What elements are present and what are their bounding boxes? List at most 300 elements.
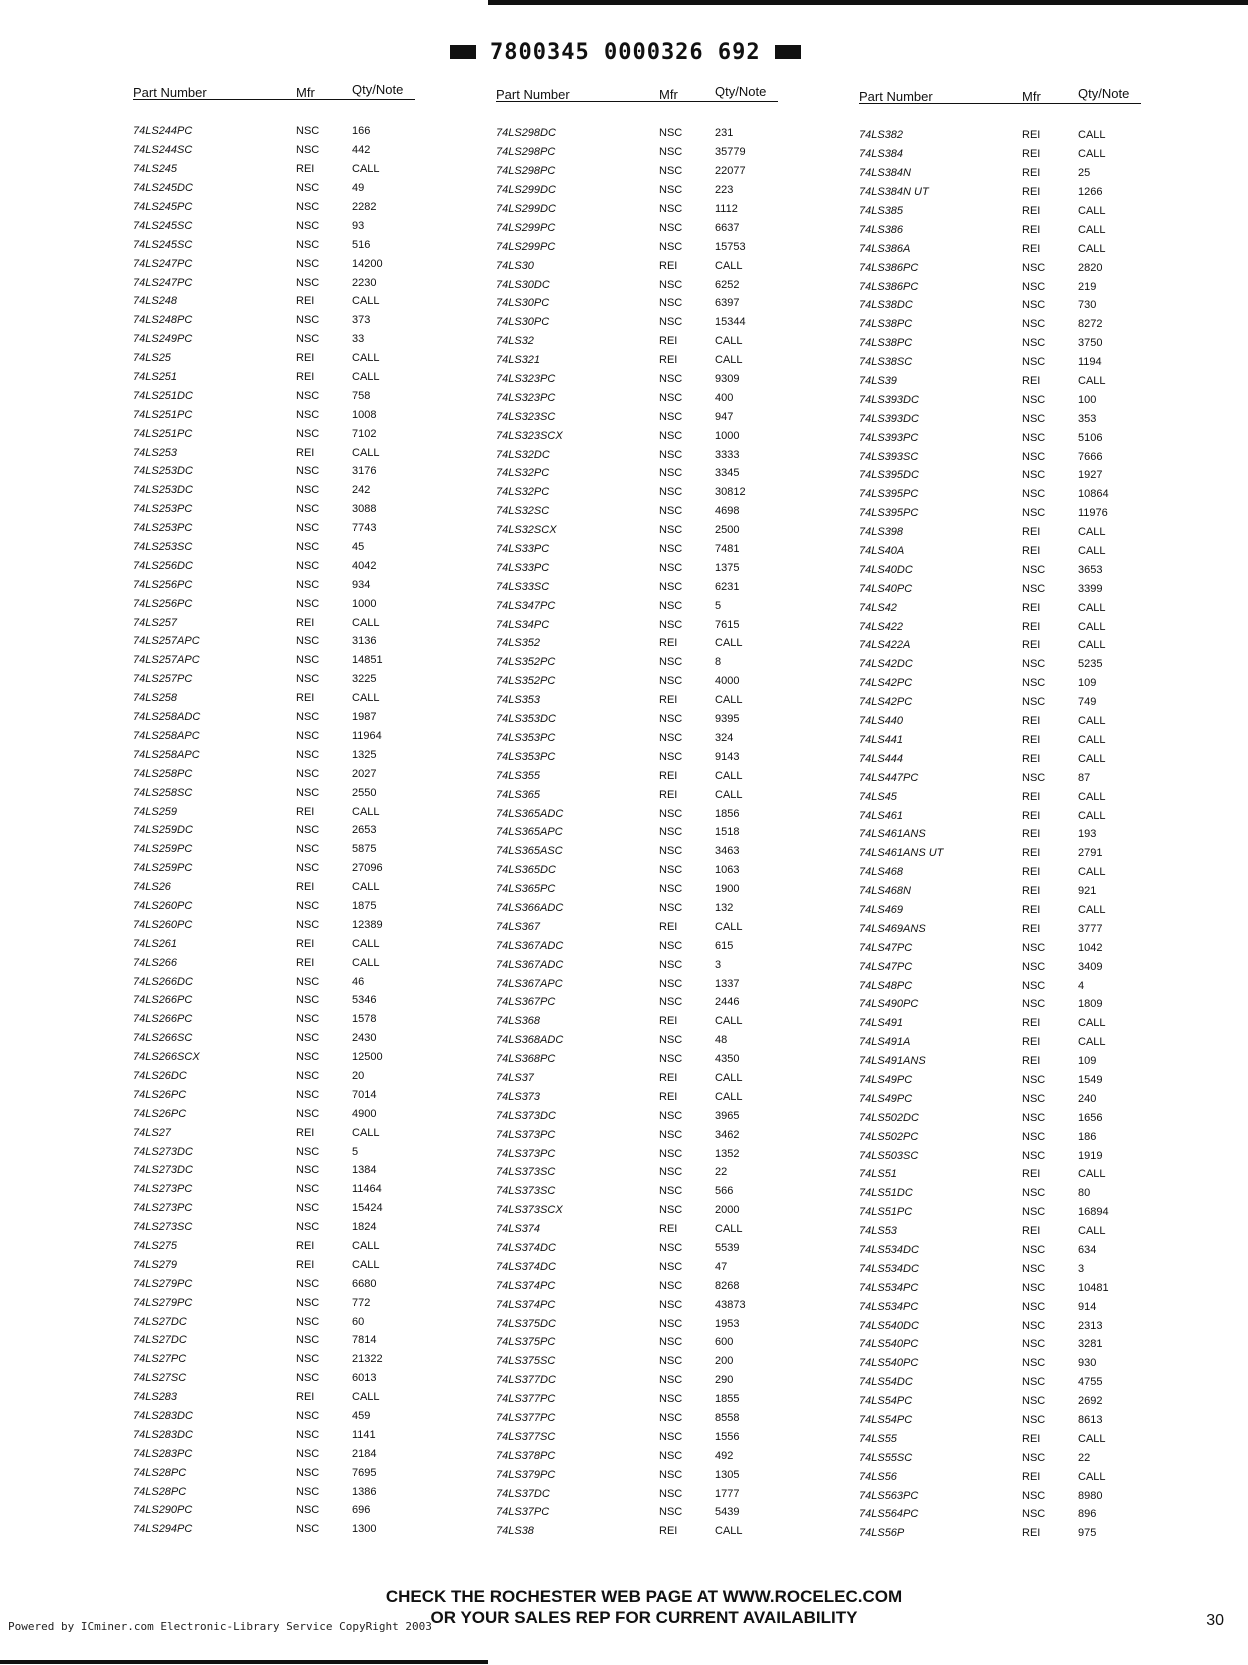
qty-cell: 12389	[352, 918, 383, 931]
part-number-cell: 74LS398	[859, 526, 904, 539]
part-number-cell: 74LS257APC	[133, 654, 200, 667]
table-row	[859, 1411, 1219, 1430]
part-number-cell: 74LS563PC	[859, 1489, 919, 1502]
qty-cell: 6013	[352, 1372, 377, 1385]
table-row	[859, 957, 1219, 976]
qty-cell: 3462	[715, 1128, 740, 1141]
qty-cell: CALL	[1078, 601, 1106, 614]
table-row	[859, 258, 1219, 277]
table-row	[859, 1089, 1219, 1108]
mfr-cell: NSC	[1022, 1395, 1046, 1408]
part-number-cell: 74LS377PC	[496, 1412, 556, 1424]
part-number-cell: 74LS374PC	[496, 1298, 556, 1311]
qty-cell: CALL	[1078, 148, 1106, 161]
part-number-cell: 74LS299PC	[496, 240, 556, 253]
mfr-cell: NSC	[659, 1279, 683, 1292]
mfr-cell: REI	[1022, 1036, 1041, 1049]
qty-cell: 109	[1078, 677, 1097, 690]
table-row	[133, 783, 493, 802]
mfr-cell: NSC	[296, 786, 320, 799]
mfr-cell: NSC	[659, 297, 683, 310]
qty-cell: 2791	[1078, 847, 1103, 860]
part-number-cell: 74LS273DC	[133, 1145, 193, 1158]
part-number-cell: 74LS353DC	[496, 713, 556, 726]
qty-cell: CALL	[1078, 205, 1106, 217]
table-row	[496, 804, 856, 823]
part-number-cell: 74LS30PC	[496, 316, 550, 329]
mfr-cell: REI	[1022, 903, 1041, 916]
table-row	[496, 1295, 856, 1314]
table-row	[859, 768, 1219, 787]
qty-cell: 109	[1078, 1055, 1097, 1068]
part-number-cell: 74LS373SC	[496, 1185, 556, 1198]
table-row	[496, 1144, 856, 1163]
part-number-cell: 74LS249PC	[133, 333, 193, 346]
mfr-cell: REI	[1022, 242, 1041, 255]
part-number-cell: 74LS259	[133, 805, 178, 818]
mfr-cell: NSC	[1022, 1187, 1046, 1200]
mfr-cell: NSC	[296, 711, 320, 724]
table-row	[133, 556, 493, 575]
qty-cell: 2184	[352, 1447, 377, 1460]
part-number-cell: 74LS323PC	[496, 391, 556, 404]
qty-cell: CALL	[1078, 866, 1106, 879]
mfr-cell: NSC	[659, 599, 683, 612]
part-number-cell: 74LS42PC	[859, 696, 913, 709]
part-number-cell: 74LS266PC	[133, 994, 193, 1007]
mfr-cell: REI	[1022, 205, 1041, 217]
qty-cell: 8980	[1078, 1489, 1103, 1502]
part-number-cell: 74LS422	[859, 620, 904, 633]
part-number-cell: 74LS375DC	[496, 1317, 556, 1330]
qty-cell: 459	[352, 1410, 371, 1422]
table-row	[133, 1388, 493, 1407]
part-number-cell: 74LS27SC	[133, 1372, 187, 1385]
parts-rows	[133, 122, 493, 1539]
mfr-cell: NSC	[659, 543, 683, 556]
table-row	[859, 1052, 1219, 1071]
table-row	[133, 1407, 493, 1426]
table-row	[859, 164, 1219, 183]
table-row	[496, 1182, 856, 1201]
qty-cell: 49	[352, 182, 365, 195]
table-row	[496, 974, 856, 993]
qty-cell: 2446	[715, 996, 740, 1009]
mfr-cell: NSC	[1022, 1376, 1046, 1389]
part-number-cell: 74LS30PC	[496, 297, 550, 310]
part-number-cell: 74LS373DC	[496, 1109, 556, 1122]
part-number-cell: 74LS34PC	[496, 618, 550, 631]
part-number-cell: 74LS503SC	[859, 1149, 919, 1162]
part-number-cell: 74LS386PC	[859, 261, 919, 274]
mfr-cell: REI	[1022, 601, 1041, 614]
qty-cell: 5439	[715, 1506, 740, 1519]
qty-cell: CALL	[352, 446, 380, 459]
table-row	[859, 334, 1219, 353]
table-row	[859, 202, 1219, 221]
table-row	[133, 840, 493, 859]
table-row	[496, 1106, 856, 1125]
table-row	[496, 181, 856, 200]
mfr-cell: NSC	[659, 1468, 683, 1481]
mfr-cell: REI	[1022, 148, 1041, 161]
part-number-cell: 74LS54PC	[859, 1395, 913, 1408]
table-row	[133, 462, 493, 481]
mfr-cell: NSC	[1022, 582, 1046, 595]
table-row	[859, 1071, 1219, 1090]
mfr-cell: REI	[1022, 375, 1041, 388]
part-number-cell: 74LS347PC	[496, 599, 556, 612]
part-number-cell: 74LS393DC	[859, 393, 919, 406]
qty-cell: 5346	[352, 994, 377, 1007]
mfr-cell: NSC	[296, 899, 320, 912]
qty-cell: CALL	[1078, 809, 1106, 822]
table-row	[133, 519, 493, 538]
part-number-cell: 74LS37DC	[496, 1487, 550, 1500]
qty-cell: 22	[715, 1166, 728, 1179]
part-number-cell: 74LS45	[859, 790, 897, 803]
mfr-cell: NSC	[1022, 998, 1046, 1011]
table-row	[133, 1331, 493, 1350]
qty-cell: 21322	[352, 1353, 383, 1366]
mfr-cell: NSC	[1022, 1319, 1046, 1332]
table-row	[133, 405, 493, 424]
mfr-cell: REI	[296, 446, 315, 459]
qty-cell: 696	[352, 1504, 371, 1517]
mfr-cell: NSC	[1022, 261, 1046, 274]
mfr-cell: NSC	[659, 429, 683, 442]
table-row	[133, 1142, 493, 1161]
qty-cell: 1325	[352, 748, 377, 761]
qty-cell: CALL	[1078, 733, 1106, 746]
mfr-cell: NSC	[296, 1353, 320, 1366]
table-row	[859, 844, 1219, 863]
table-row	[133, 632, 493, 651]
mfr-cell: NSC	[1022, 563, 1046, 576]
mfr-cell: NSC	[659, 1374, 683, 1387]
mfr-cell: NSC	[296, 1277, 320, 1290]
qty-cell: 8	[715, 656, 722, 669]
part-number-cell: 74LS440	[859, 715, 904, 728]
mfr-cell: NSC	[296, 673, 320, 686]
qty-header: Qty/Note	[352, 82, 412, 100]
qty-cell: CALL	[352, 352, 380, 365]
qty-cell: 6397	[715, 297, 740, 310]
mfr-cell: NSC	[1022, 1111, 1046, 1124]
part-number-cell: 74LS373SCX	[496, 1204, 563, 1217]
qty-cell: 1987	[352, 711, 377, 724]
part-number-cell: 74LS375PC	[496, 1336, 556, 1349]
part-number-cell: 74LS33PC	[496, 543, 550, 556]
mfr-cell: NSC	[296, 1107, 320, 1120]
table-row	[496, 445, 856, 464]
qty-cell: CALL	[1078, 526, 1106, 539]
table-row	[496, 426, 856, 445]
part-number-cell: 74LS368PC	[496, 1053, 556, 1066]
qty-cell: CALL	[1078, 242, 1106, 255]
mfr-cell: REI	[1022, 639, 1041, 652]
qty-cell: 2230	[352, 276, 377, 289]
table-row	[133, 538, 493, 557]
table-row	[133, 1255, 493, 1274]
part-number-cell: 74LS258ADC	[133, 711, 201, 724]
part-number-cell: 74LS386	[859, 223, 904, 236]
table-row	[133, 764, 493, 783]
table-row	[859, 220, 1219, 239]
qty-cell: 492	[715, 1449, 734, 1462]
table-row	[496, 1239, 856, 1258]
page-number: 30	[1206, 1612, 1224, 1629]
mfr-cell: NSC	[1022, 1414, 1046, 1426]
qty-cell: CALL	[1078, 545, 1106, 558]
table-row	[496, 143, 856, 162]
mfr-cell: REI	[296, 1391, 315, 1404]
part-number-cell: 74LS491ANS	[859, 1055, 926, 1068]
part-number-cell: 74LS384N UT	[859, 186, 929, 199]
part-number-cell: 74LS259DC	[133, 824, 193, 837]
table-row	[859, 1241, 1219, 1260]
mfr-cell: NSC	[659, 1053, 683, 1066]
mfr-cell: NSC	[659, 864, 683, 877]
mfr-cell: NSC	[659, 240, 683, 253]
table-row	[859, 1486, 1219, 1505]
qty-cell: 11964	[352, 729, 382, 742]
table-row	[859, 1014, 1219, 1033]
qty-cell: 186	[1078, 1130, 1097, 1143]
part-number-cell: 74LS323SC	[496, 410, 556, 423]
part-number-cell: 74LS56	[859, 1470, 897, 1483]
table-row	[133, 160, 493, 179]
table-row	[496, 237, 856, 256]
qty-cell: CALL	[1078, 375, 1106, 388]
qty-cell: 11976	[1078, 507, 1108, 520]
part-number-cell: 74LS26DC	[133, 1069, 187, 1082]
table-row	[133, 934, 493, 953]
qty-cell: 4755	[1078, 1376, 1103, 1389]
mfr-cell: NSC	[296, 824, 320, 837]
qty-cell: 2282	[352, 201, 377, 213]
mfr-cell: NSC	[1022, 337, 1046, 350]
table-row	[133, 1161, 493, 1180]
mfr-cell: REI	[1022, 733, 1041, 746]
qty-cell: CALL	[352, 1391, 380, 1404]
part-number-cell: 74LS468	[859, 866, 904, 879]
part-number-cell: 74LS352	[496, 637, 541, 650]
part-number-cell: 74LS384N	[859, 167, 911, 180]
part-number-cell: 74LS33PC	[496, 561, 550, 574]
table-row	[496, 1050, 856, 1069]
qty-cell: 2000	[715, 1204, 740, 1217]
qty-cell: 730	[1078, 299, 1097, 312]
mfr-cell: REI	[1022, 1527, 1041, 1540]
table-row	[496, 653, 856, 672]
mfr-cell: NSC	[659, 184, 683, 197]
qty-cell: 1875	[352, 899, 377, 912]
mfr-cell: REI	[296, 1126, 315, 1139]
qty-cell: 15424	[352, 1202, 383, 1215]
table-row	[496, 218, 856, 237]
mfr-cell: NSC	[1022, 1451, 1046, 1464]
qty-cell: 947	[715, 410, 734, 423]
mfr-cell: NSC	[296, 1145, 320, 1158]
qty-cell: CALL	[352, 881, 380, 894]
table-row	[133, 1010, 493, 1029]
part-number-cell: 74LS38DC	[859, 299, 913, 312]
part-number-cell: 74LS257APC	[133, 635, 200, 648]
qty-cell: 100	[1078, 393, 1097, 406]
qty-cell: 30812	[715, 486, 746, 499]
table-row	[859, 731, 1219, 750]
qty-cell: CALL	[352, 1258, 380, 1271]
part-number-cell: 74LS373PC	[496, 1128, 556, 1141]
qty-cell: 1578	[352, 1013, 377, 1026]
qty-cell: 242	[352, 484, 371, 497]
part-number-cell: 74LS253SC	[133, 541, 193, 554]
mfr-cell: REI	[1022, 922, 1041, 935]
table-row	[133, 368, 493, 387]
qty-cell: 8558	[715, 1412, 740, 1424]
table-row	[859, 315, 1219, 334]
table-row	[496, 351, 856, 370]
qty-cell: 8272	[1078, 318, 1103, 331]
mfr-cell: NSC	[1022, 488, 1046, 501]
part-number-cell: 74LS51	[859, 1168, 897, 1181]
mfr-cell: REI	[1022, 1168, 1041, 1181]
table-row	[133, 1501, 493, 1520]
mfr-cell: NSC	[659, 1166, 683, 1179]
qty-cell: 1824	[352, 1221, 377, 1234]
mfr-cell: NSC	[296, 484, 320, 497]
mfr-cell: REI	[296, 692, 315, 705]
table-row	[496, 1333, 856, 1352]
part-number-cell: 74LS258	[133, 692, 178, 705]
table-row	[859, 674, 1219, 693]
part-number-cell: 74LS290PC	[133, 1504, 193, 1517]
mfr-cell: NSC	[1022, 1489, 1046, 1502]
mfr-cell: REI	[1022, 186, 1041, 199]
qty-cell: 3399	[1078, 582, 1103, 595]
part-number-cell: 74LS373SC	[496, 1166, 556, 1179]
part-number-cell: 74LS42PC	[859, 677, 913, 690]
qty-cell: CALL	[715, 354, 743, 367]
qty-cell: 223	[715, 184, 734, 197]
mfr-cell: NSC	[296, 276, 320, 289]
part-number-cell: 74LS395PC	[859, 488, 919, 501]
part-number-cell: 74LS56P	[859, 1527, 905, 1540]
part-number-cell: 74LS368ADC	[496, 1034, 564, 1047]
part-number-cell: 74LS379PC	[496, 1468, 556, 1481]
part-number-cell: 74LS378PC	[496, 1449, 556, 1462]
part-number-cell: 74LS367APC	[496, 977, 563, 990]
table-row	[133, 915, 493, 934]
part-number-cell: 74LS386PC	[859, 280, 919, 293]
part-number-cell: 74LS251DC	[133, 389, 193, 402]
table-row	[133, 1085, 493, 1104]
mfr-cell: NSC	[659, 1034, 683, 1047]
table-row	[496, 1503, 856, 1522]
part-number-cell: 74LS283DC	[133, 1428, 193, 1441]
part-number-cell: 74LS395PC	[859, 507, 919, 520]
table-row	[496, 1276, 856, 1295]
qty-cell: 7666	[1078, 450, 1103, 463]
part-number-cell: 74LS25	[133, 352, 171, 365]
part-number-cell: 74LS384	[859, 148, 904, 161]
qty-cell: 1856	[715, 807, 740, 820]
mfr-cell: NSC	[1022, 696, 1046, 709]
qty-cell: 8268	[715, 1279, 740, 1292]
part-number-cell: 74LS469	[859, 903, 904, 916]
qty-cell: CALL	[1078, 1470, 1106, 1483]
part-number-cell: 74LS251PC	[133, 408, 193, 421]
mfr-cell: NSC	[296, 1504, 320, 1517]
mfr-cell: NSC	[1022, 941, 1046, 954]
mfr-cell: REI	[1022, 752, 1041, 765]
part-number-cell: 74LS258SC	[133, 786, 193, 799]
part-number-cell: 74LS253PC	[133, 522, 193, 535]
qty-cell: 1000	[352, 597, 377, 610]
part-number-cell: 74LS26PC	[133, 1107, 187, 1120]
table-row	[133, 708, 493, 727]
qty-cell: CALL	[715, 1223, 743, 1236]
mfr-cell: REI	[1022, 1470, 1041, 1483]
qty-cell: CALL	[352, 371, 380, 384]
mfr-cell: NSC	[659, 1393, 683, 1406]
table-row	[496, 993, 856, 1012]
part-number-cell: 74LS534DC	[859, 1243, 919, 1256]
qty-cell: 16894	[1078, 1206, 1109, 1219]
qty-cell: CALL	[715, 920, 743, 933]
part-number-header: Part Number	[496, 87, 570, 102]
part-number-cell: 74LS261	[133, 937, 178, 950]
table-row	[496, 256, 856, 275]
part-number-header: Part Number	[133, 85, 207, 100]
part-number-cell: 74LS377DC	[496, 1374, 556, 1387]
mfr-cell: NSC	[296, 238, 320, 251]
part-number-cell: 74LS245SC	[133, 219, 193, 232]
part-number-cell: 74LS375SC	[496, 1355, 556, 1368]
mfr-cell: NSC	[1022, 979, 1046, 992]
mfr-cell: REI	[659, 788, 678, 801]
qty-cell: 22077	[715, 165, 746, 178]
qty-cell: 10864	[1078, 488, 1109, 501]
part-number-cell: 74LS534PC	[859, 1281, 919, 1294]
table-row	[496, 370, 856, 389]
mfr-cell: NSC	[659, 127, 683, 140]
mfr-header: Mfr	[659, 87, 678, 102]
mfr-cell: NSC	[296, 748, 320, 761]
mfr-cell: NSC	[659, 1147, 683, 1160]
qty-cell: 4698	[715, 505, 740, 518]
mfr-cell: NSC	[659, 826, 683, 839]
part-number-cell: 74LS298DC	[496, 127, 556, 140]
table-row	[496, 1220, 856, 1239]
qty-cell: CALL	[352, 1126, 380, 1139]
table-row	[496, 691, 856, 710]
table-row	[496, 1465, 856, 1484]
table-row	[133, 424, 493, 443]
mfr-cell: NSC	[659, 505, 683, 518]
part-number-cell: 74LS248PC	[133, 314, 193, 327]
mfr-cell: NSC	[659, 1260, 683, 1273]
table-row	[496, 842, 856, 861]
part-number-cell: 74LS283DC	[133, 1410, 193, 1422]
qty-cell: CALL	[715, 1071, 743, 1084]
mfr-cell: NSC	[1022, 450, 1046, 463]
part-number-cell: 74LS247PC	[133, 276, 193, 289]
mfr-cell: REI	[296, 163, 315, 176]
part-number-cell: 74LS298PC	[496, 165, 556, 178]
part-number-cell: 74LS258APC	[133, 748, 200, 761]
